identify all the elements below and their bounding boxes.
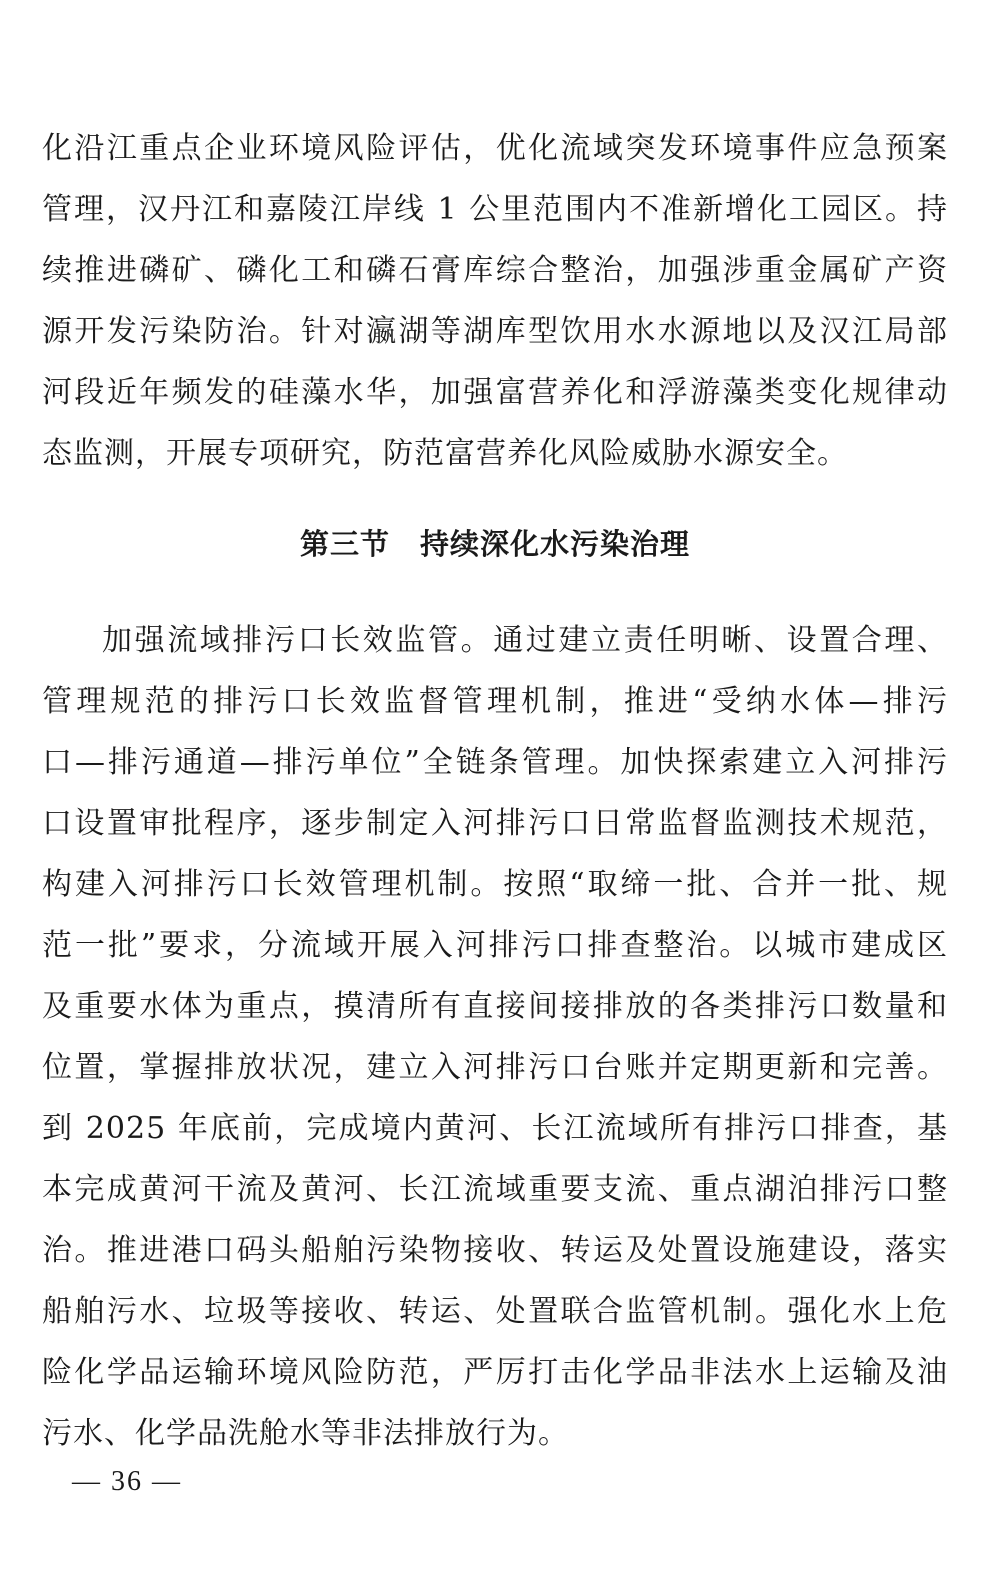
text-line: 管理规范的排污口长效监督管理机制，推进“受纳水体—排污 (42, 684, 948, 719)
text-line: 范一批”要求，分流域开展入河排污口排查整治。以城市建成区 (42, 928, 948, 963)
text-line: 险化学品运输环境风险防范，严厉打击化学品非法水上运输及油 (42, 1355, 948, 1390)
text-line: 到 2025 年底前，完成境内黄河、长江流域所有排污口排查，基 (42, 1111, 948, 1146)
page-number: — 36 — (72, 1466, 182, 1497)
text-line: 加强流域排污口长效监管。通过建立责任明晰、设置合理、 (102, 623, 948, 658)
text-line: 构建入河排污口长效管理机制。按照“取缔一批、合并一批、规 (42, 867, 948, 902)
text-line: 本完成黄河干流及黄河、长江流域重要支流、重点湖泊排污口整 (42, 1172, 948, 1207)
text-line: 位置，掌握排放状况，建立入河排污口台账并定期更新和完善。 (42, 1050, 948, 1085)
text-line: 及重要水体为重点，摸清所有直接间接排放的各类排污口数量和 (42, 989, 948, 1024)
text-line: 口设置审批程序，逐步制定入河排污口日常监督监测技术规范， (42, 806, 948, 841)
text-line: 口—排污通道—排污单位”全链条管理。加快探索建立入河排污 (42, 745, 948, 780)
text-line: 化沿江重点企业环境风险评估，优化流域突发环境事件应急预案 (42, 131, 948, 166)
text-line: 管理，汉丹江和嘉陵江岸线 1 公里范围内不准新增化工园区。持 (42, 192, 948, 227)
paragraph-1 (42, 118, 948, 484)
text-line: 源开发污染防治。针对瀛湖等湖库型饮用水水源地以及汉江局部 (42, 314, 948, 349)
section-heading: 第三节 持续深化水污染治理 (299, 527, 690, 561)
text-line: 船舶污水、垃圾等接收、转运、处置联合监管机制。强化水上危 (42, 1294, 948, 1329)
text-line: 续推进磷矿、磷化工和磷石膏库综合整治，加强涉重金属矿产资 (42, 253, 948, 288)
text-line: 治。推进港口码头船舶污染物接收、转运及处置设施建设，落实 (42, 1233, 948, 1268)
text-line: 河段近年频发的硅藻水华，加强富营养化和浮游藻类变化规律动 (42, 375, 948, 410)
paragraph-2 (42, 610, 948, 1464)
text-line: 态监测，开展专项研究，防范富营养化风险威胁水源安全。 (42, 436, 848, 471)
document-body (42, 118, 948, 1464)
text-line: 污水、化学品洗舱水等非法排放行为。 (42, 1416, 569, 1451)
